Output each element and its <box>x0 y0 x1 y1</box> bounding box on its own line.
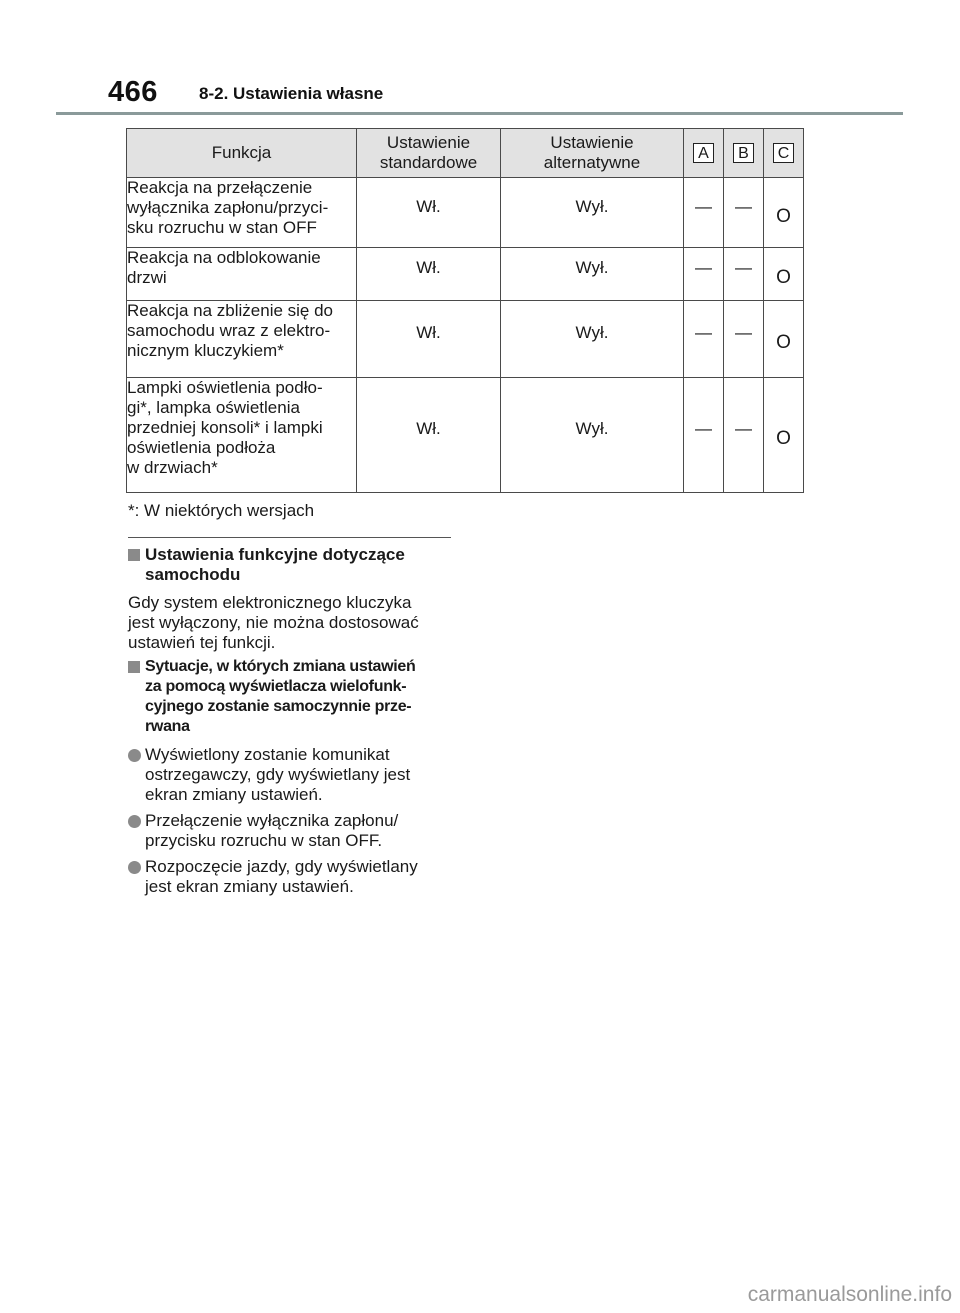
col-c-cell: O <box>764 248 804 301</box>
section-interruption <box>128 657 468 897</box>
box-label-b: B <box>733 143 754 163</box>
list-item: Rozpoczęcie jazdy, gdy wyświetlany jest ekran zmiany ustawień. <box>128 857 468 897</box>
alternative-cell: Wył. <box>501 378 684 493</box>
default-cell: Wł. <box>357 378 501 493</box>
header-col-c <box>764 129 804 178</box>
default-cell: Wł. <box>357 301 501 378</box>
header-default: Ustawienie standardowe <box>357 129 501 178</box>
box-label-a: A <box>693 143 714 163</box>
col-a-cell: — <box>684 178 724 248</box>
col-b-cell: — <box>724 378 764 493</box>
header-col-b <box>724 129 764 178</box>
page-number: 466 <box>108 76 158 108</box>
default-cell: Wł. <box>357 248 501 301</box>
col-a-cell: — <box>684 301 724 378</box>
col-c-cell: O <box>764 378 804 493</box>
section-heading: Ustawienia funkcyjne dotyczące samochodu <box>128 545 468 585</box>
alternative-cell: Wył. <box>501 178 684 248</box>
round-bullet-icon <box>128 861 141 874</box>
section-divider <box>128 537 451 538</box>
watermark: carmanualsonline.info <box>747 1283 952 1306</box>
table-row <box>127 248 804 301</box>
header-function: Funkcja <box>127 129 357 178</box>
function-cell: Lampki oświetlenia podło- gi*, lampka oświetlenia przedniej konsoli* i lampki oświetlenia podłoża w drzwiach* <box>127 378 357 493</box>
header-alternative: Ustawienie alternatywne <box>501 129 684 178</box>
alternative-cell: Wył. <box>501 248 684 301</box>
col-b-cell: — <box>724 248 764 301</box>
round-bullet-icon <box>128 815 141 828</box>
square-bullet-icon <box>128 549 140 561</box>
list-item: Przełączenie wyłącznika zapłonu/ przycisku rozruchu w stan OFF. <box>128 811 468 851</box>
col-a-cell: — <box>684 248 724 301</box>
function-cell: Reakcja na zbliżenie się do samochodu wraz z elektro- nicznym kluczykiem* <box>127 301 357 378</box>
table-footnote: *: W niektórych wersjach <box>128 501 315 520</box>
function-cell: Reakcja na odblokowanie drzwi <box>127 248 357 301</box>
header-col-a <box>684 129 724 178</box>
section-title: 8-2. Ustawienia własne <box>199 84 384 103</box>
alternative-cell: Wył. <box>501 301 684 378</box>
page-header <box>0 0 960 118</box>
col-a-cell: — <box>684 378 724 493</box>
table-header-row <box>127 129 804 178</box>
header-rule <box>56 112 903 115</box>
default-cell: Wł. <box>357 178 501 248</box>
round-bullet-icon <box>128 749 141 762</box>
list-item: Wyświetlony zostanie komunikat ostrzegawczy, gdy wyświetlany jest ekran zmiany ustawień. <box>128 745 468 805</box>
col-b-cell: — <box>724 301 764 378</box>
table-row <box>127 301 804 378</box>
box-label-c: C <box>773 143 794 163</box>
col-b-cell: — <box>724 178 764 248</box>
col-c-cell: O <box>764 301 804 378</box>
table-row <box>127 378 804 493</box>
square-bullet-icon <box>128 661 140 673</box>
table-row <box>127 178 804 248</box>
function-cell: Reakcja na przełączenie wyłącznika zapłonu/przyci- sku rozruchu w stan OFF <box>127 178 357 248</box>
section-vehicle-settings <box>128 545 468 653</box>
col-c-cell: O <box>764 178 804 248</box>
section-paragraph: Gdy system elektronicznego kluczyka jest wyłączony, nie można dostosować ustawień tej funkcji. <box>128 593 419 652</box>
settings-table <box>126 128 804 493</box>
section-heading: Sytuacje, w których zmiana ustawień za pomocą wyświetlacza wielofunk- cyjnego zostanie samoczynnie prze- rwana <box>128 657 468 737</box>
